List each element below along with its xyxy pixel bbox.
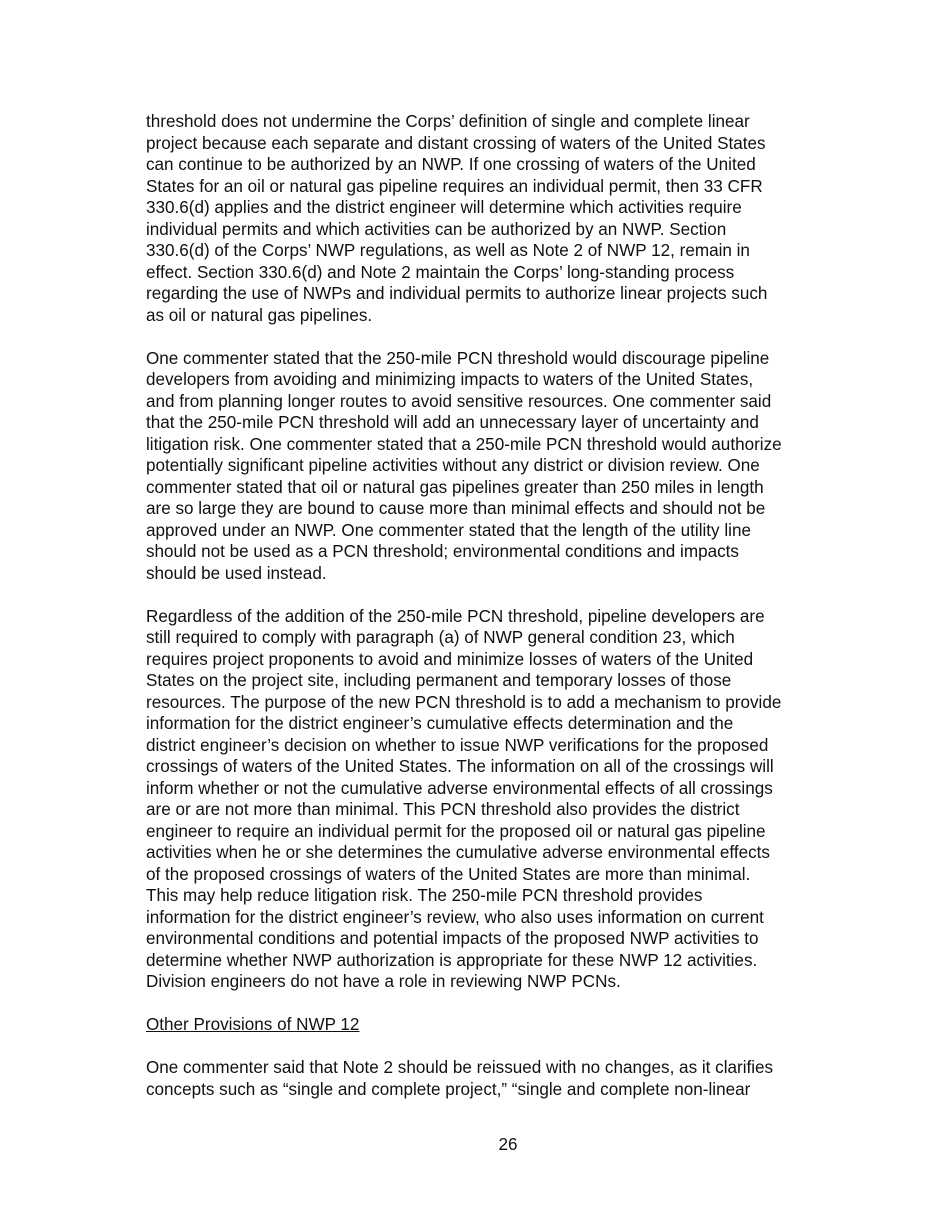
text-line: individual permits and which activities can be authorized by an NWP. Section [146, 219, 727, 239]
text-line: One commenter stated that the 250-mile PCN threshold would discourage pipeline [146, 348, 770, 368]
text-line: activities when he or she determines the cumulative adverse environmental effects [146, 843, 770, 862]
text-line: requires project proponents to avoid and minimize losses of waters of the United [146, 649, 754, 669]
paragraph-3 [146, 606, 846, 993]
paragraph-1 [146, 111, 846, 326]
text-line: as oil or natural gas pipelines. [146, 305, 373, 325]
text-line: crossings of waters of the United States. The information on all of the crossings will [146, 757, 774, 776]
text-line: potentially significant pipeline activities without any district or division review. One [146, 456, 760, 475]
text-line: litigation risk. One commenter stated that a 250-mile PCN threshold would authorize [146, 434, 782, 454]
text-line: are or are not more than minimal. This PCN threshold also provides the district [146, 800, 740, 819]
paragraph-2 [146, 348, 846, 585]
paragraph-4 [146, 1057, 846, 1100]
text-line: information for the district engineer’s cumulative effects determination and the [146, 714, 734, 733]
text-line: concepts such as “single and complete project,” “single and complete non-linear [146, 1079, 751, 1099]
text-line: approved under an NWP. One commenter stated that the length of the utility line [146, 520, 751, 540]
text-line: effect. Section 330.6(d) and Note 2 maintain the Corps’ long-standing process [146, 262, 735, 282]
section-heading [146, 1014, 846, 1036]
text-line: inform whether or not the cumulative adverse environmental effects of all crossings [146, 778, 773, 798]
text-line: that the 250-mile PCN threshold will add an unnecessary layer of uncertainty and [146, 413, 759, 432]
text-line: 330.6(d) of the Corps’ NWP regulations, as well as Note 2 of NWP 12, remain in [146, 241, 750, 260]
text-line: project because each separate and distant crossing of waters of the United States [146, 133, 766, 153]
text-line: of the proposed crossings of waters of the United States are more than minimal. [146, 864, 751, 884]
text-line: Regardless of the addition of the 250-mile PCN threshold, pipeline developers are [146, 606, 765, 626]
text-line: engineer to require an individual permit for the proposed oil or natural gas pipeline [146, 821, 766, 841]
text-line: developers from avoiding and minimizing impacts to waters of the United States, [146, 370, 754, 389]
text-line: regarding the use of NWPs and individual permits to authorize linear projects such [146, 284, 768, 303]
text-line: still required to comply with paragraph (a) of NWP general condition 23, which [146, 628, 735, 647]
section-heading-text: Other Provisions of NWP 12 [146, 1015, 360, 1034]
text-line: States for an oil or natural gas pipeline requires an individual permit, then 33 CFR [146, 176, 763, 196]
text-line: threshold does not undermine the Corps’ definition of single and complete linear [146, 112, 750, 131]
text-line: This may help reduce litigation risk. The 250-mile PCN threshold provides [146, 886, 703, 905]
text-line: should be used instead. [146, 563, 327, 583]
text-line: information for the district engineer’s review, who also uses information on current [146, 907, 764, 927]
text-line: resources. The purpose of the new PCN threshold is to add a mechanism to provide [146, 692, 782, 712]
text-line: should not be used as a PCN threshold; environmental conditions and impacts [146, 542, 739, 561]
text-line: district engineer’s decision on whether to issue NWP verifications for the proposed [146, 735, 769, 755]
text-line: can continue to be authorized by an NWP. If one crossing of waters of the United [146, 155, 756, 174]
text-line: and from planning longer routes to avoid sensitive resources. One commenter said [146, 391, 772, 411]
text-line: commenter stated that oil or natural gas pipelines greater than 250 miles in length [146, 477, 764, 497]
text-line: determine whether NWP authorization is appropriate for these NWP 12 activities. [146, 950, 758, 970]
text-line: States on the project site, including permanent and temporary losses of those [146, 671, 732, 690]
text-line: are so large they are bound to cause more than minimal effects and should not be [146, 499, 766, 518]
text-line: environmental conditions and potential impacts of the proposed NWP activities to [146, 929, 759, 948]
text-line: Division engineers do not have a role in reviewing NWP PCNs. [146, 972, 621, 991]
document-body [146, 111, 846, 1122]
text-line: One commenter said that Note 2 should be reissued with no changes, as it clarifies [146, 1058, 774, 1077]
text-line: 330.6(d) applies and the district engineer will determine which activities require [146, 198, 742, 217]
page-number: 26 [498, 1135, 518, 1154]
